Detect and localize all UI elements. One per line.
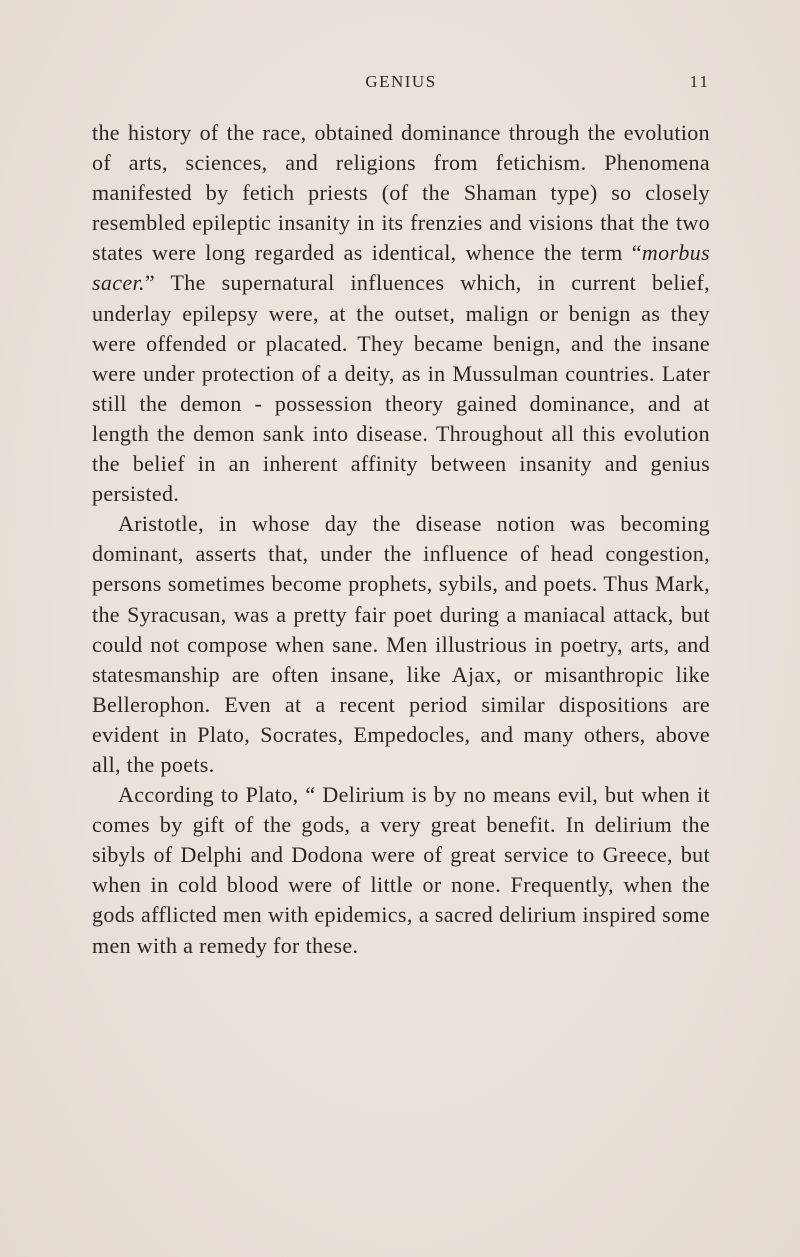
body-text <box>92 118 710 961</box>
page-number: 11 <box>689 72 710 91</box>
paragraph-1-text-a: the history of the race, obtained dominance through the evolution of arts, sciences, and religions from fetichism. Phenomena manifested by fetich priests (of the Shaman type) so closely resembled epileptic insanity in its frenzies and visions that the two states were long regarded as identical, whence the term “ <box>92 120 710 266</box>
paragraph-1 <box>92 118 710 509</box>
paragraph-2: Aristotle, in whose day the disease notion was becoming dominant, asserts that, under the influence of head congestion, persons sometimes become prophets, sybils, and poets. Thus Mark, the Syracusan, was a pretty fair poet during a maniacal attack, but could not compose when sane. Men illustrious in poetry, arts, and statesmanship are often insane, like Ajax, or misanthropic like Bellerophon. Even at a recent period similar dispositions are evident in Plato, Socrates, Empedocles, and many others, above all, the poets. <box>92 511 710 777</box>
paragraph-1-text-b: ” The supernatural influences which, in current belief, underlay epilepsy were, at the outset, malign or benign as they were offended or placated. They became benign, and the insane were under protection of a deity, as in Mussulman countries. Later still the demon - possession theory gained dominance, and at length the demon sank into disease. Throughout all this evolution the belief in an inherent affinity between insanity and genius persisted. <box>92 270 710 507</box>
running-title: GENIUS <box>365 72 437 91</box>
paragraph-3: According to Plato, “ Delirium is by no means evil, but when it comes by gift of the gods, a very great benefit. In delirium the sibyls of Delphi and Dodona were of great service to Greece, but when in cold blood were of little or none. Frequently, when the gods afflicted men with epidemics, a sacred delirium inspired some men with a remedy for these. <box>92 782 710 958</box>
paragraph-1-italic-term: morbus sacer. <box>92 240 710 296</box>
running-head <box>92 68 710 98</box>
